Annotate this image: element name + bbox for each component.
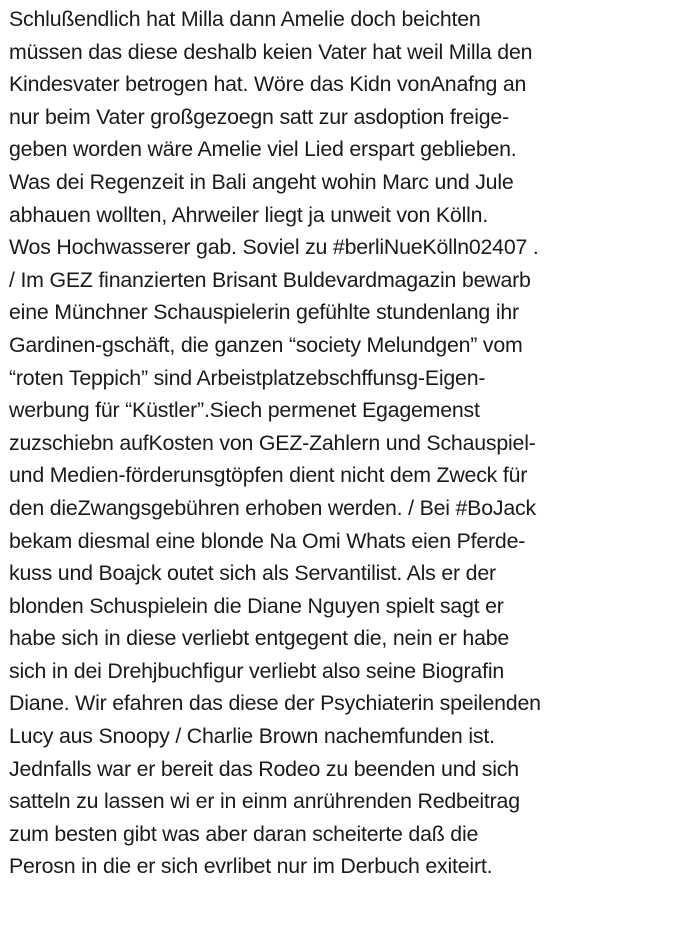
text-line: Jednfalls war er bereit das Rodeo zu beenden und sich	[9, 756, 519, 781]
text-line: “roten Teppich” sind Arbeistplatzebschffunsg-Eigen-	[9, 365, 486, 390]
text-line: Kindesvater betrogen hat. Wöre das Kidn vonAnafng an	[9, 72, 527, 97]
text-line: bekam diesmal eine blonde Na Omi Whats eien Pferde-	[9, 528, 526, 553]
text-line: kuss und Boajck outet sich als Servantilist. Als er der	[9, 561, 496, 586]
text-line: werbung für “Küstler”.Siech permenet Egagemenst	[9, 398, 480, 423]
text-line: den dieZwangsgebühren erhoben werden. / Bei #BoJack	[9, 495, 536, 520]
text-line: Diane. Wir efahren das diese der Psychiaterin speilenden	[9, 691, 541, 716]
text-line: habe sich in diese verliebt entgegent die, nein er habe	[9, 626, 510, 651]
text-line: Gardinen-gschäft, die ganzen “society Melundgen” vom	[9, 332, 523, 357]
text-line: nur beim Vater großgezoegn satt zur asdoption freige-	[9, 104, 509, 129]
text-line: Schlußendlich hat Milla dann Amelie doch beichten	[9, 7, 481, 31]
text-line: abhauen wollten, Ahrweiler liegt ja unweit von Kölln.	[9, 202, 489, 227]
text-line: blonden Schuspielein die Diane Nguyen spielt sagt er	[9, 593, 504, 618]
text-line: müssen das diese deshalb keien Vater hat weil Milla den	[9, 39, 533, 64]
text-line: Lucy aus Snoopy / Charlie Brown nachemfunden ist.	[9, 724, 495, 749]
text-line: und Medien-förderunsgtöpfen dient nicht dem Zweck für	[9, 463, 528, 488]
text-line: / Im GEZ finanzierten Brisant Buldevardmagazin bewarb	[9, 267, 531, 292]
text-line: sich in dei Drehjbuchfigur verliebt also seine Biografin	[9, 658, 505, 683]
text-line: zum besten gibt was aber daran scheiterte daß die	[9, 821, 479, 846]
text-line: Perosn in die er sich evrlibet nur im Derbuch exiteirt.	[9, 854, 493, 879]
text-line: geben worden wäre Amelie viel Lied erspart geblieben.	[9, 137, 517, 162]
text-line: satteln zu lassen wi er in einm anrührenden Redbeitrag	[9, 789, 520, 814]
body-text	[9, 3, 681, 883]
text-line: zuzschiebn aufKosten von GEZ-Zahlern und Schauspiel-	[9, 430, 536, 455]
text-line: eine Münchner Schauspielerin gefühlte stundenlang ihr	[9, 300, 519, 325]
text-line: Wos Hochwasserer gab. Soviel zu #berliNueKölln02407 .	[9, 235, 539, 260]
text-line: Was dei Regenzeit in Bali angeht wohin Marc und Jule	[9, 169, 514, 194]
